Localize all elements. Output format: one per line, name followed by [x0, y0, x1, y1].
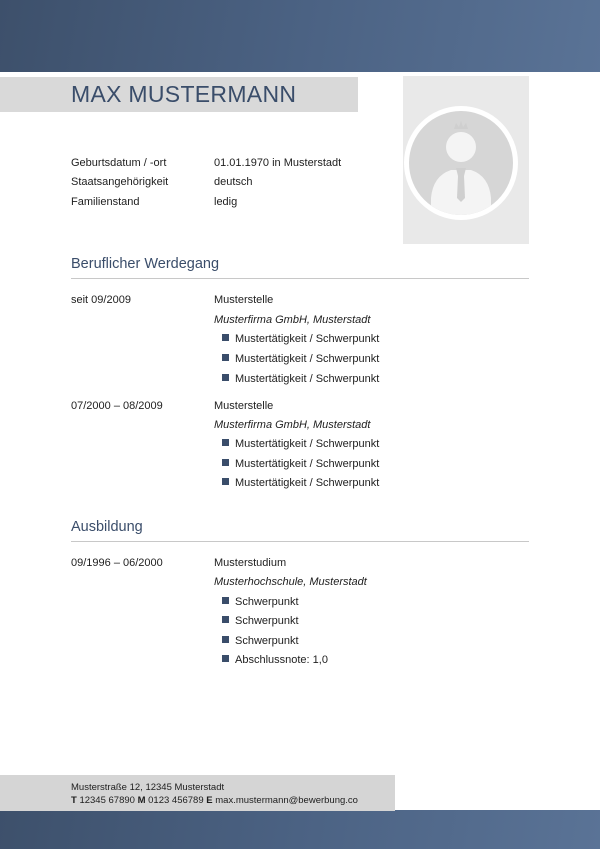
career-rule: [71, 278, 529, 279]
mobile-number: 0123 456789: [148, 795, 204, 806]
list-item: Mustertätigkeit / Schwerpunkt: [222, 353, 379, 366]
list-item: Mustertätigkeit / Schwerpunkt: [222, 477, 379, 490]
square-bullet-icon: [222, 334, 229, 341]
square-bullet-icon: [222, 616, 229, 623]
square-bullet-icon: [222, 655, 229, 662]
list-item: Mustertätigkeit / Schwerpunkt: [222, 438, 379, 451]
email-address: max.mustermann@bewerbung.co: [215, 795, 358, 806]
square-bullet-icon: [222, 597, 229, 604]
education-degree: Musterstudium: [214, 557, 287, 569]
square-bullet-icon: [222, 459, 229, 466]
square-bullet-icon: [222, 636, 229, 643]
list-item: Mustertätigkeit / Schwerpunkt: [222, 373, 379, 386]
square-bullet-icon: [222, 354, 229, 361]
education-heading: Ausbildung: [71, 519, 143, 535]
education-school: Musterhochschule, Musterstadt: [214, 576, 367, 588]
nationality-label: Staatsangehörigkeit: [71, 176, 169, 188]
education-period: 09/1996 – 06/2000: [71, 557, 163, 569]
nationality-value: deutsch: [214, 176, 253, 188]
mobile-label: M: [137, 795, 146, 806]
career-company: Musterfirma GmbH, Musterstadt: [214, 419, 371, 431]
square-bullet-icon: [222, 374, 229, 381]
phone-label: T: [71, 795, 77, 806]
career-heading: Beruflicher Werdegang: [71, 256, 220, 272]
career-period: seit 09/2009: [71, 294, 131, 306]
marital-value: ledig: [214, 196, 238, 208]
footer-address: Musterstraße 12, 12345 Musterstadt: [71, 782, 225, 793]
square-bullet-icon: [222, 478, 229, 485]
career-position: Musterstelle: [214, 294, 274, 306]
career-position: Musterstelle: [214, 400, 274, 412]
list-item: Mustertätigkeit / Schwerpunkt: [222, 333, 379, 346]
list-item: Schwerpunkt: [222, 596, 299, 609]
education-rule: [71, 541, 529, 542]
list-item: Abschlussnote: 1,0: [222, 654, 328, 667]
email-label: E: [206, 795, 213, 806]
phone-number: 12345 67890: [79, 795, 135, 806]
square-bullet-icon: [222, 439, 229, 446]
career-period: 07/2000 – 08/2009: [71, 400, 163, 412]
birth-label: Geburtsdatum / -ort: [71, 157, 167, 169]
birth-value: 01.01.1970 in Musterstadt: [214, 157, 342, 169]
footer-contact: [71, 795, 358, 806]
avatar-placeholder-icon: [403, 76, 529, 244]
applicant-name: MAX MUSTERMANN: [71, 81, 297, 107]
list-item: Schwerpunkt: [222, 615, 299, 628]
career-company: Musterfirma GmbH, Musterstadt: [214, 314, 371, 326]
list-item: Schwerpunkt: [222, 635, 299, 648]
list-item: Mustertätigkeit / Schwerpunkt: [222, 458, 379, 471]
marital-label: Familienstand: [71, 196, 140, 208]
